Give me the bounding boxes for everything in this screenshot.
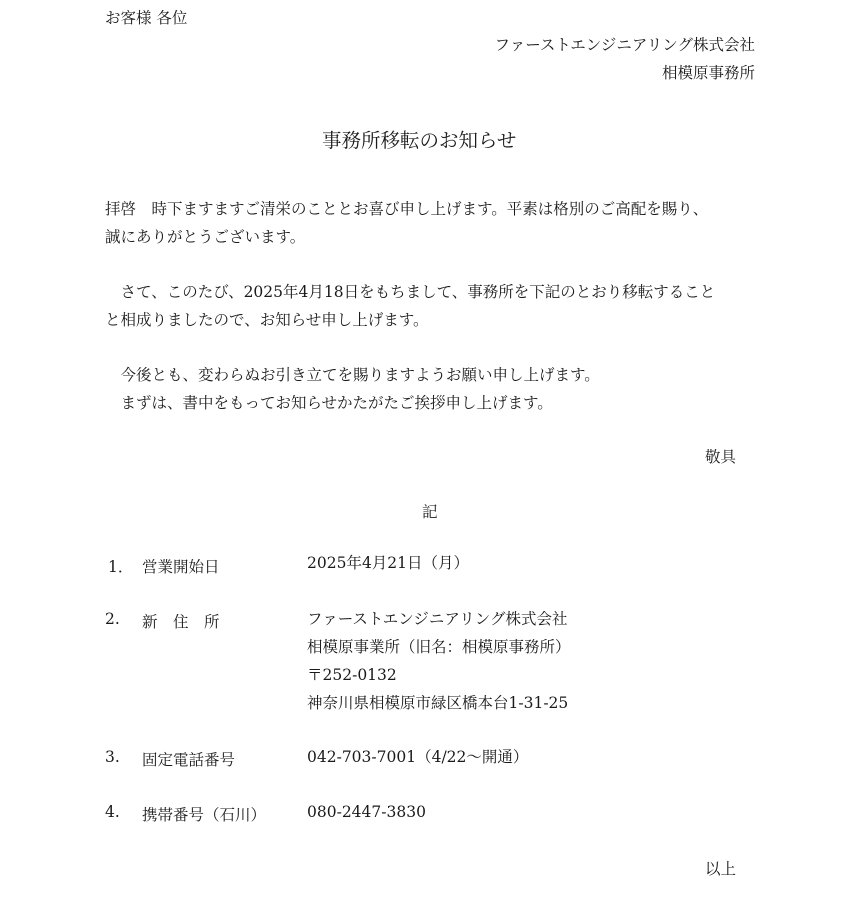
sender-office: 相模原事務所 <box>661 64 755 82</box>
paragraph-line: 今後とも、変わらぬお引き立てを賜りますようお願い申し上げます。 <box>105 366 600 384</box>
item-number: 1． <box>108 558 134 576</box>
item-value-line: 相模原事業所（旧名：相模原事務所） <box>307 638 571 656</box>
greeting-paragraph <box>105 195 760 251</box>
item-label: 携帯番号（石川） <box>142 806 267 824</box>
closing-paragraph <box>105 361 760 417</box>
item-value-line: 2025年4月21日（月） <box>307 554 470 572</box>
paragraph-line: 拝啓 時下ますますご清栄のこととお喜び申し上げます。平素は格別のご高配を賜り、 <box>105 200 709 218</box>
item-value <box>307 743 528 771</box>
item-number: 3. <box>105 748 120 766</box>
item-value <box>307 549 469 577</box>
item-value <box>307 798 426 826</box>
ijou: 以上 <box>705 860 737 878</box>
item-value-line: 042-703-7001（4/22～開通） <box>307 748 529 766</box>
keigu: 敬具 <box>705 448 737 466</box>
document-title: 事務所移転のお知らせ <box>322 129 517 152</box>
notice-paragraph <box>105 278 760 334</box>
item-number: 2. <box>105 610 120 628</box>
item-value-line: ファーストエンジニアリング株式会社 <box>307 610 568 628</box>
item-value-line: 神奈川県相模原市緑区橋本台1-31-25 <box>307 694 569 712</box>
paragraph-line: まずは、書中をもってお知らせかたがたご挨拶申し上げます。 <box>105 394 553 412</box>
item-value-line: 080-2447-3830 <box>307 803 426 821</box>
ki-heading: 記 <box>422 503 438 521</box>
item-label: 固定電話番号 <box>142 751 236 769</box>
item-label: 新 住 所 <box>142 613 220 631</box>
item-label: 営業開始日 <box>142 558 220 576</box>
item-value <box>307 605 571 717</box>
item-value-line: 〒252-0132 <box>307 666 397 684</box>
addressee: お客様 各位 <box>105 9 188 27</box>
paragraph-line: 誠にありがとうございます。 <box>105 228 306 246</box>
paragraph-line: さて、このたび、2025年4月18日をもちまして、事務所を下記のとおり移転すること <box>105 283 716 301</box>
item-number: 4. <box>105 803 120 821</box>
sender-company: ファーストエンジニアリング株式会社 <box>494 36 755 54</box>
paragraph-line: と相成りましたので、お知らせ申し上げます。 <box>105 311 429 329</box>
